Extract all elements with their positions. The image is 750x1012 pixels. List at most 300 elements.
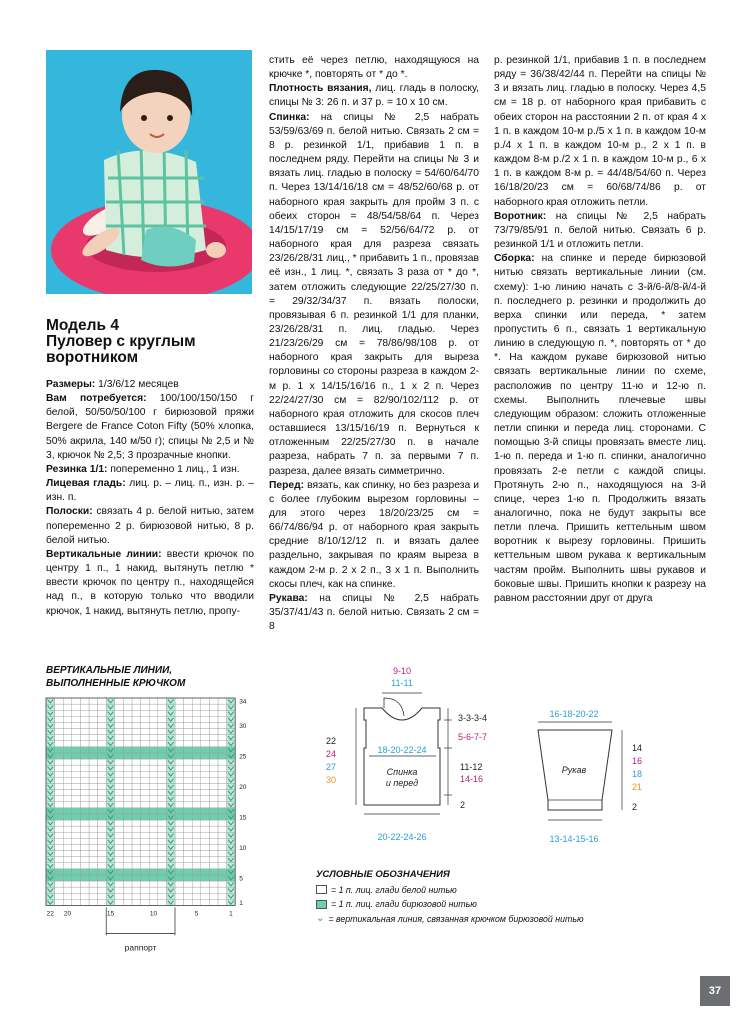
chart-cell	[115, 747, 124, 753]
chart-cell	[175, 820, 184, 826]
chart-cell	[115, 698, 124, 704]
chart-cell	[209, 790, 218, 796]
chart-cell	[98, 783, 107, 789]
chart-cell	[89, 759, 98, 765]
chart-cell	[55, 808, 64, 814]
chart-cell	[55, 722, 64, 728]
chart-cell	[149, 875, 158, 881]
chart-cell	[98, 820, 107, 826]
chart-cell	[218, 722, 227, 728]
chart-cell	[141, 808, 150, 814]
chart-cell	[98, 698, 107, 704]
paragraph: Лицевая гладь: лиц. р. – лиц. п., изн. р. – изн. п.	[46, 478, 255, 504]
chart-cell	[184, 729, 193, 735]
chart-cell	[132, 863, 141, 869]
chart-cell	[123, 716, 132, 722]
row-number-label: 20	[239, 784, 247, 791]
paragraph: Рукава: на спицы № 2,5 набрать 35/37/41/43 п. белой нитью. Связать 2 см = 8	[269, 592, 479, 633]
chart-cell	[192, 790, 201, 796]
chart-cell	[218, 777, 227, 783]
chart-cell	[192, 796, 201, 802]
chart-cell	[72, 796, 81, 802]
chart-cell	[149, 771, 158, 777]
chart-cell	[141, 838, 150, 844]
chart-cell	[218, 899, 227, 905]
chart-cell	[115, 899, 124, 905]
chart-cell	[80, 753, 89, 759]
row-number-label: 25	[239, 753, 247, 761]
chart-cell	[209, 698, 218, 704]
chart-cell	[158, 747, 167, 753]
chart-cell	[80, 863, 89, 869]
chart-cell	[63, 893, 72, 899]
chart-cell	[132, 808, 141, 814]
chart-cell	[192, 759, 201, 765]
chart-cell	[89, 820, 98, 826]
chart-cell	[141, 857, 150, 863]
chart-cell	[132, 722, 141, 728]
chart-cell	[184, 704, 193, 710]
chart-cell	[141, 851, 150, 857]
chart-cell	[55, 899, 64, 905]
chart-cell	[98, 844, 107, 850]
chart-cell	[141, 722, 150, 728]
chart-cell	[141, 814, 150, 820]
chart-cell	[158, 863, 167, 869]
column-number-label: 1	[229, 910, 233, 918]
chart-cell	[184, 899, 193, 905]
sleeve-rib-label: 2	[632, 802, 638, 812]
chart-cell	[209, 796, 218, 802]
chart-cell	[184, 765, 193, 771]
chart-cell	[123, 747, 132, 753]
chart-cell	[115, 863, 124, 869]
chart-cell	[149, 826, 158, 832]
chart-cell	[63, 716, 72, 722]
chart-cell	[192, 826, 201, 832]
chart-cell	[63, 710, 72, 716]
chart-cell	[209, 759, 218, 765]
chart-cell	[63, 771, 72, 777]
chart-cell	[201, 753, 210, 759]
paragraph: Размеры: 1/3/6/12 месяцев	[46, 379, 179, 390]
chart-cell	[158, 851, 167, 857]
chart-cell	[158, 710, 167, 716]
chart-cell	[141, 735, 150, 741]
chart-cell	[123, 790, 132, 796]
chart-cell	[132, 869, 141, 875]
chart-cell	[218, 796, 227, 802]
chart-cell	[63, 869, 72, 875]
chart-cell	[123, 753, 132, 759]
chart-cell	[141, 802, 150, 808]
chart-cell	[141, 765, 150, 771]
chart-cell	[98, 765, 107, 771]
chart-cell	[123, 771, 132, 777]
chart-cell	[123, 783, 132, 789]
chart-cell	[63, 838, 72, 844]
chart-cell	[175, 893, 184, 899]
chart-cell	[80, 716, 89, 722]
chart-cell	[132, 729, 141, 735]
chart-cell	[141, 887, 150, 893]
chart-cell	[201, 820, 210, 826]
chart-cell	[55, 869, 64, 875]
chart-cell	[201, 857, 210, 863]
chart-cell	[80, 820, 89, 826]
chart-cell	[158, 869, 167, 875]
chart-cell	[80, 808, 89, 814]
chart-cell	[209, 893, 218, 899]
chart-cell	[175, 887, 184, 893]
chart-cell	[149, 783, 158, 789]
chart-cell	[72, 783, 81, 789]
chart-cell	[55, 893, 64, 899]
chart-cell	[55, 851, 64, 857]
chart-cell	[98, 814, 107, 820]
chart-cell	[209, 765, 218, 771]
chart-cell	[123, 814, 132, 820]
chart-cell	[175, 729, 184, 735]
chart-cell	[98, 796, 107, 802]
chart-cell	[209, 844, 218, 850]
chart-cell	[72, 826, 81, 832]
armhole-label: 5-6-7-7	[458, 732, 488, 742]
chart-cell	[72, 753, 81, 759]
chart-cell	[149, 722, 158, 728]
chart-cell	[141, 844, 150, 850]
chart-cell	[149, 802, 158, 808]
chart-cell	[158, 857, 167, 863]
chart-cell	[80, 802, 89, 808]
chart-cell	[218, 887, 227, 893]
chart-cell	[209, 851, 218, 857]
chart-cell	[141, 790, 150, 796]
chart-cell	[80, 887, 89, 893]
chart-cell	[175, 832, 184, 838]
chart-cell	[98, 881, 107, 887]
chart-cell	[201, 783, 210, 789]
chart-cell	[115, 802, 124, 808]
chart-cell	[55, 790, 64, 796]
chart-cell	[175, 777, 184, 783]
chart-cell	[175, 771, 184, 777]
chart-cell	[115, 893, 124, 899]
chart-cell	[192, 863, 201, 869]
chart-cell	[80, 857, 89, 863]
chart-cell	[158, 753, 167, 759]
chart-cell	[218, 875, 227, 881]
chart-cell	[72, 851, 81, 857]
sleeve-top-label: 16-18-20-22	[549, 709, 599, 719]
chart-cell	[72, 869, 81, 875]
chart-cell	[63, 783, 72, 789]
chart-cell	[89, 893, 98, 899]
paragraph: стить её через петлю, находящуюся на крючке *, повторять от * до *.	[269, 55, 479, 81]
chart-cell	[115, 887, 124, 893]
chart-cell	[55, 741, 64, 747]
chart-cell	[149, 759, 158, 765]
chart-cell	[149, 704, 158, 710]
chart-cell	[132, 857, 141, 863]
chart-cell	[175, 765, 184, 771]
chart-cell	[201, 704, 210, 710]
white-swatch-icon	[316, 885, 327, 894]
column-number-label: 10	[149, 910, 158, 918]
chart-cell	[201, 722, 210, 728]
chart-cell	[89, 826, 98, 832]
chart-cell	[141, 832, 150, 838]
sleeve-label: Рукав	[561, 765, 587, 775]
chart-cell	[89, 765, 98, 771]
chart-cell	[55, 783, 64, 789]
chart-cell	[184, 826, 193, 832]
chart-cell	[123, 875, 132, 881]
turquoise-swatch-icon	[316, 900, 327, 909]
chart-cell	[55, 832, 64, 838]
chart-cell	[192, 765, 201, 771]
chart-cell	[115, 753, 124, 759]
chart-cell	[63, 857, 72, 863]
chart-cell	[80, 893, 89, 899]
chart-cell	[218, 783, 227, 789]
chart-cell	[115, 722, 124, 728]
chart-cell	[72, 814, 81, 820]
chart-cell	[123, 844, 132, 850]
chart-cell	[63, 759, 72, 765]
sleeve-length-1: 14	[632, 743, 643, 753]
chart-cell	[201, 881, 210, 887]
chart-cell	[115, 771, 124, 777]
chart-cell	[141, 777, 150, 783]
chart-cell	[132, 735, 141, 741]
chart-cell	[218, 729, 227, 735]
chart-cell	[175, 857, 184, 863]
chart-cell	[175, 869, 184, 875]
chart-cell	[192, 710, 201, 716]
chart-cell	[218, 808, 227, 814]
chart-cell	[184, 887, 193, 893]
chart-cell	[184, 808, 193, 814]
chart-cell	[201, 844, 210, 850]
chart-cell	[184, 893, 193, 899]
chart-cell	[218, 710, 227, 716]
shoulder-label: 3-3-3-4	[458, 713, 488, 723]
chart-cell	[132, 899, 141, 905]
chart-cell	[115, 814, 124, 820]
chart-cell	[218, 771, 227, 777]
chart-cell	[175, 722, 184, 728]
chart-cell	[149, 765, 158, 771]
chart-cell	[209, 857, 218, 863]
chart-cell	[158, 722, 167, 728]
chart-cell	[218, 851, 227, 857]
chart-cell	[184, 722, 193, 728]
column-number-label: 20	[63, 910, 72, 918]
chart-cell	[192, 851, 201, 857]
chart-cell	[149, 820, 158, 826]
chart-cell	[141, 759, 150, 765]
chart-cell	[98, 722, 107, 728]
chart-cell	[63, 765, 72, 771]
chart-cell	[80, 729, 89, 735]
chart-cell	[175, 741, 184, 747]
chart-cell	[98, 771, 107, 777]
chart-cell	[55, 887, 64, 893]
chart-cell	[201, 838, 210, 844]
chart-cell	[175, 783, 184, 789]
chart-cell	[209, 838, 218, 844]
chart-cell	[192, 722, 201, 728]
chart-cell	[115, 777, 124, 783]
chart-cell	[132, 704, 141, 710]
chart-cell	[149, 790, 158, 796]
chart-cell	[184, 820, 193, 826]
chart-cell	[98, 893, 107, 899]
chart-cell	[132, 783, 141, 789]
paragraph: р. резинкой 1/1, прибавив 1 п. в последнем ряду = 36/38/42/44 п. Перейти на спицы № 3 и вязать лиц. гладью в полоску. Через 4,5 см = 18 р. от наборного края прибавить с обеих сторон на расстоянии 2 п. от края 4 х 1 п. в каждом 10-м р./5 х 1 п. в каждом 10-м р./4 х 1 п. в каждом 10-м р., 2 х 1 п. в каждом 8-м р./2 х 1 п. в каждом 10-м р., 6 х 1 п. в каждом 8-м р. = 44/48/54/60 п. Через 16/18/20/23 см = 60/68/74/86 р. от наборного края отложить петли.	[494, 55, 706, 208]
chart-cell	[55, 838, 64, 844]
chart-cell	[55, 826, 64, 832]
chart-cell	[98, 735, 107, 741]
chart-cell	[63, 820, 72, 826]
chart-cell	[98, 759, 107, 765]
chart-cell	[209, 808, 218, 814]
chart-cell	[149, 716, 158, 722]
chart-cell	[158, 735, 167, 741]
chart-cell	[72, 802, 81, 808]
chart-cell	[80, 796, 89, 802]
chart-cell	[149, 893, 158, 899]
row-number-label: 15	[239, 814, 247, 822]
chart-cell	[158, 844, 167, 850]
chart-cell	[63, 729, 72, 735]
chart-cell	[192, 893, 201, 899]
legend-item-line: ⌄ = вертикальная линия, связанная крючком бирюзовой нитью	[316, 912, 584, 927]
chart-cell	[63, 802, 72, 808]
row-number-label: 30	[239, 723, 247, 730]
body-outline	[364, 708, 440, 805]
chart-cell	[132, 777, 141, 783]
chart-cell	[132, 765, 141, 771]
paragraph: Плотность вязания, лиц. гладь в полоску, спицы № 3: 26 п. и 37 р. = 10 х 10 см.	[269, 83, 480, 109]
chart-cell	[63, 826, 72, 832]
chart-cell	[175, 704, 184, 710]
chart-cell	[123, 759, 132, 765]
chart-cell	[89, 741, 98, 747]
chart-cell	[184, 863, 193, 869]
chart-cell	[201, 741, 210, 747]
chart-cell	[132, 875, 141, 881]
chart-cell	[123, 863, 132, 869]
chart-cell	[132, 881, 141, 887]
chart-cell	[123, 899, 132, 905]
chart-cell	[115, 741, 124, 747]
chart-cell	[55, 844, 64, 850]
chart-cell	[123, 741, 132, 747]
chart-cell	[55, 820, 64, 826]
chart-cell	[184, 838, 193, 844]
chart-cell	[115, 851, 124, 857]
piece-label: Спинка	[386, 767, 418, 777]
chart-cell	[89, 863, 98, 869]
chart-cell	[132, 826, 141, 832]
page-number: 37	[700, 976, 730, 1006]
chart-cell	[132, 716, 141, 722]
chart-cell	[63, 899, 72, 905]
chart-cell	[89, 722, 98, 728]
chart-cell	[192, 875, 201, 881]
chart-cell	[123, 802, 132, 808]
chart-cell	[89, 851, 98, 857]
chart-cell	[115, 710, 124, 716]
chart-cell	[80, 765, 89, 771]
chart-cell	[55, 698, 64, 704]
chart-cell	[115, 869, 124, 875]
chart-cell	[184, 832, 193, 838]
chart-cell	[192, 814, 201, 820]
chart-cell	[72, 887, 81, 893]
chart-cell	[123, 704, 132, 710]
knitting-chart	[40, 692, 270, 952]
chart-cell	[158, 729, 167, 735]
chart-cell	[72, 735, 81, 741]
chart-cell	[175, 796, 184, 802]
chart-cell	[132, 759, 141, 765]
sleeve-pattern-schematic	[528, 700, 658, 850]
chart-cell	[115, 881, 124, 887]
chart-cell	[192, 857, 201, 863]
text-column-2	[269, 54, 479, 634]
chart-cell	[132, 741, 141, 747]
chart-cell	[89, 729, 98, 735]
chart-cell	[63, 844, 72, 850]
chart-cell	[89, 887, 98, 893]
chart-cell	[158, 704, 167, 710]
chart-cell	[98, 729, 107, 735]
text-column-3	[494, 54, 706, 606]
chart-cell	[80, 844, 89, 850]
sleeve-length-3: 18	[632, 769, 643, 779]
chart-cell	[218, 838, 227, 844]
column-number-label: 5	[194, 910, 199, 918]
chart-cell	[218, 747, 227, 753]
neck-width-label: 9-10	[392, 666, 412, 676]
chart-cell	[141, 753, 150, 759]
chevron-down-icon: ⌄	[316, 912, 325, 924]
chart-cell	[158, 759, 167, 765]
chart-cell	[123, 820, 132, 826]
chart-cell	[98, 777, 107, 783]
length-label-1: 22	[326, 736, 337, 746]
chart-cell	[55, 716, 64, 722]
chart-cell	[98, 887, 107, 893]
chart-cell	[89, 698, 98, 704]
chart-cell	[158, 777, 167, 783]
chart-cell	[98, 753, 107, 759]
chart-cell	[149, 887, 158, 893]
chart-cell	[63, 863, 72, 869]
chart-cell	[184, 802, 193, 808]
chart-cell	[209, 832, 218, 838]
chart-cell	[175, 826, 184, 832]
chart-cell	[72, 747, 81, 753]
chart-cell	[89, 857, 98, 863]
chart-cell	[123, 838, 132, 844]
chart-cell	[72, 710, 81, 716]
column-number-label: 15	[106, 910, 115, 918]
chart-cell	[149, 777, 158, 783]
